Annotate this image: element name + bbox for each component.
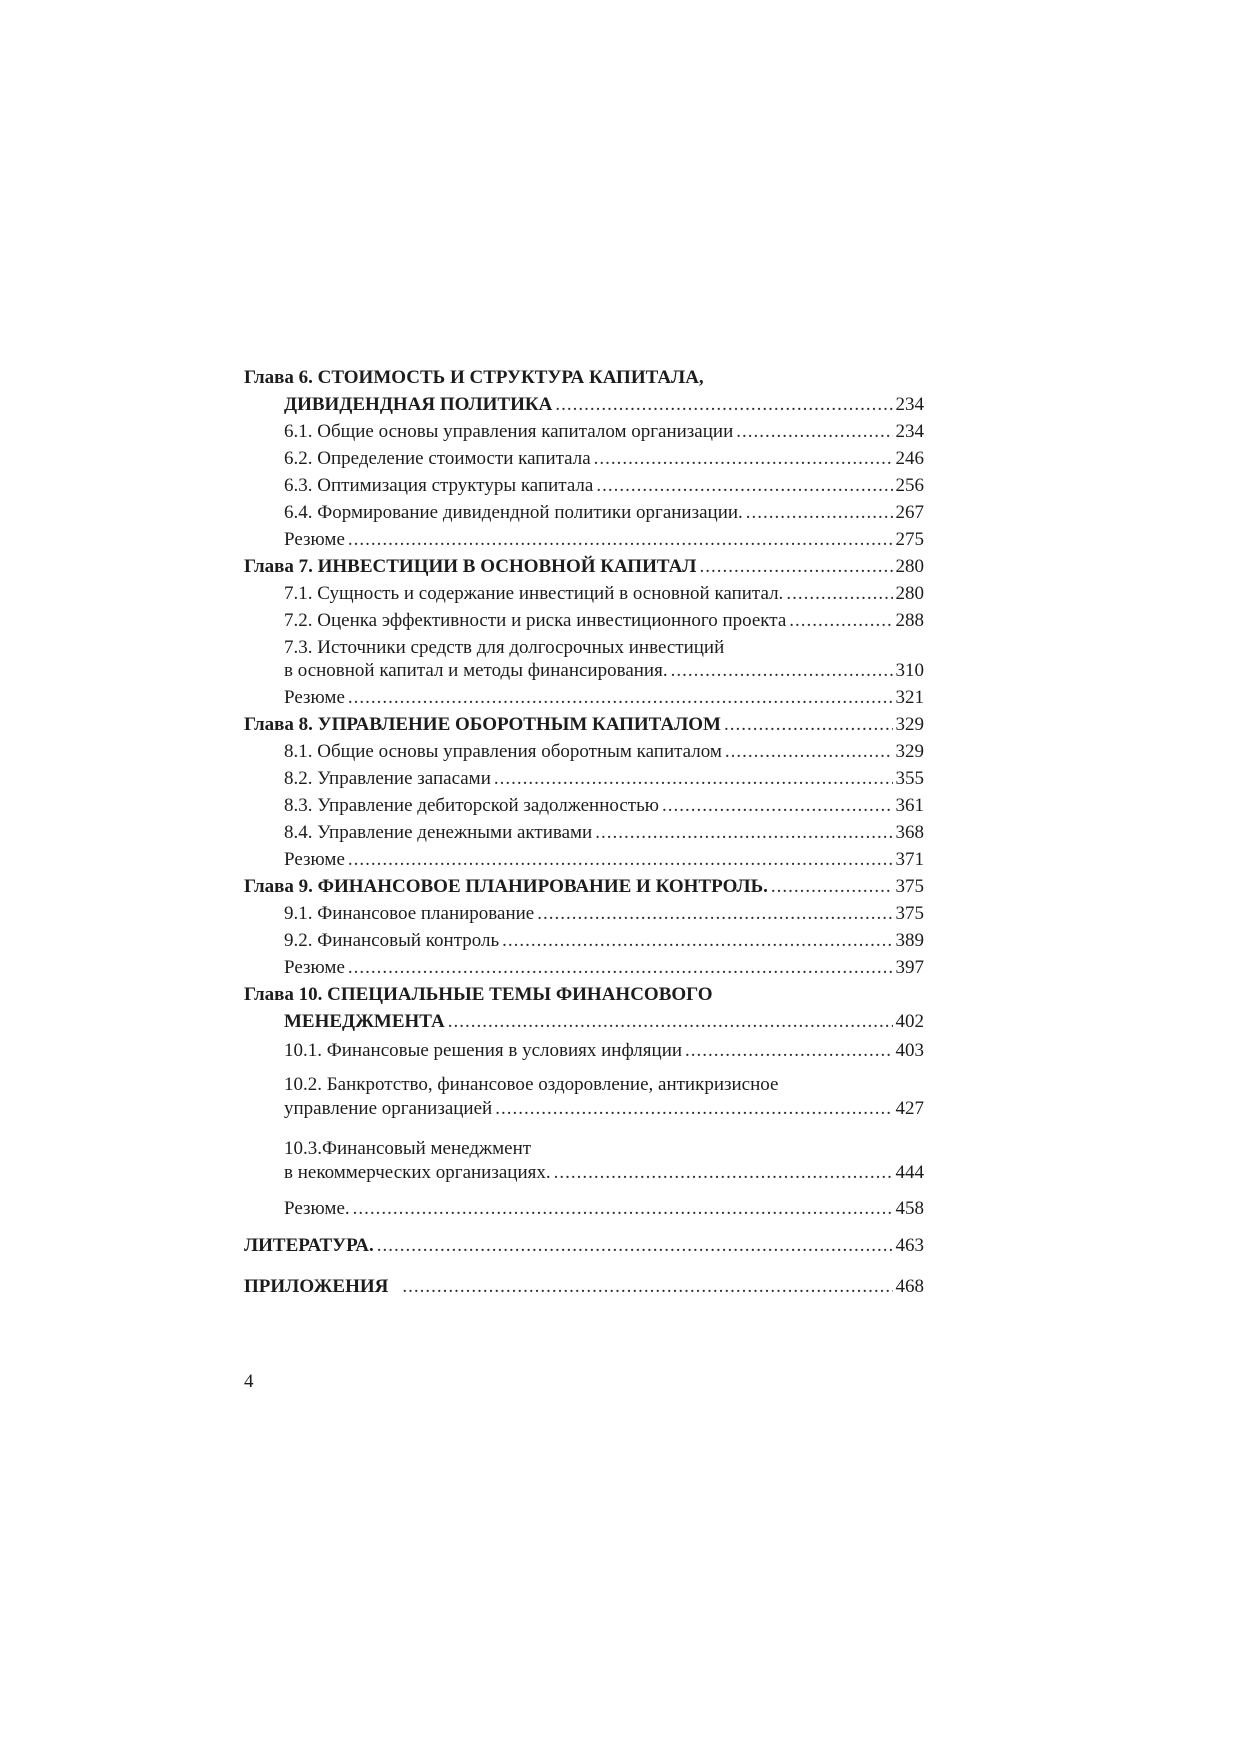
toc-section[interactable] xyxy=(244,607,924,634)
toc-chapter-title: ЛИТЕРАТУРА. xyxy=(244,1235,374,1256)
toc-section[interactable] xyxy=(244,927,924,954)
toc-page-number: 310 xyxy=(895,660,924,681)
toc-page-number: 288 xyxy=(895,610,924,631)
toc-chapter-7-entry[interactable] xyxy=(244,553,924,580)
leader-dots xyxy=(353,1195,893,1222)
toc-section[interactable] xyxy=(244,418,924,445)
leader-dots xyxy=(554,1159,893,1186)
leader-dots xyxy=(685,1037,892,1064)
toc-page-number: 403 xyxy=(895,1040,924,1061)
toc-chapter-prefix: Глава 8. xyxy=(244,714,313,735)
toc-page-number: 234 xyxy=(895,421,924,442)
toc-page-number: 329 xyxy=(895,714,924,735)
toc-section[interactable] xyxy=(244,819,924,846)
leader-dots xyxy=(537,900,892,927)
toc-chapter-6-heading xyxy=(244,364,924,391)
toc-chapter-title: МЕНЕДЖМЕНТА xyxy=(284,1011,445,1032)
toc-page-number: 280 xyxy=(895,556,924,577)
toc-section[interactable] xyxy=(244,445,924,472)
toc-chapter-title: СТОИМОСТЬ И СТРУКТУРА КАПИТАЛА, xyxy=(317,367,704,388)
toc-section[interactable] xyxy=(244,765,924,792)
toc-chapter-title: УПРАВЛЕНИЕ ОБОРОТНЫМ КАПИТАЛОМ xyxy=(317,714,721,735)
leader-dots xyxy=(596,472,892,499)
toc-section[interactable] xyxy=(244,1159,924,1186)
toc-summary[interactable] xyxy=(244,1195,924,1222)
toc-page-number: 389 xyxy=(895,930,924,951)
toc-chapter-title: ПРИЛОЖЕНИЯ xyxy=(244,1276,389,1297)
leader-dots xyxy=(671,657,893,684)
toc-page-number: 361 xyxy=(895,795,924,816)
toc-section-title: 6.2. Определение стоимости капитала xyxy=(284,448,591,469)
toc-section-line1 xyxy=(244,1135,924,1162)
leader-dots xyxy=(494,765,893,792)
toc-section-title: Резюме xyxy=(284,849,345,870)
toc-section-title: 10.2. Банкротство, финансовое оздоровление, антикризисное xyxy=(284,1074,779,1095)
leader-dots xyxy=(736,418,892,445)
leader-dots xyxy=(502,927,892,954)
toc-section-title: Резюме xyxy=(284,957,345,978)
toc-section-title: 9.2. Финансовый контроль xyxy=(284,930,500,951)
toc-page-number: 275 xyxy=(895,529,924,550)
leader-dots xyxy=(348,526,893,553)
leader-dots xyxy=(786,580,892,607)
toc-chapter-title: ФИНАНСОВОЕ ПЛАНИРОВАНИЕ И КОНТРОЛЬ. xyxy=(317,876,768,897)
toc-page-number: 371 xyxy=(895,849,924,870)
page-number: 4 xyxy=(244,1371,254,1392)
toc-chapter-10-heading xyxy=(244,981,924,1008)
toc-page-number: 375 xyxy=(895,876,924,897)
toc-section-title: 10.3.Финансовый менеджмент xyxy=(284,1138,532,1159)
toc-chapter-10-entry[interactable] xyxy=(244,1008,924,1035)
toc-chapter-6-entry[interactable] xyxy=(244,391,924,418)
toc-section[interactable] xyxy=(244,900,924,927)
toc-section-title: 7.2. Оценка эффективности и риска инвестиционного проекта xyxy=(284,610,787,631)
toc-chapter-prefix: Глава 7. xyxy=(244,556,313,577)
toc-chapter-prefix: Глава 6. xyxy=(244,367,313,388)
toc-section[interactable] xyxy=(244,738,924,765)
toc-section[interactable] xyxy=(244,792,924,819)
toc-chapter-title: ИНВЕСТИЦИИ В ОСНОВНОЙ КАПИТАЛ xyxy=(317,556,697,577)
toc-page-number: 267 xyxy=(895,502,924,523)
toc-section-title: 8.2. Управление запасами xyxy=(284,768,491,789)
toc-page-number: 368 xyxy=(895,822,924,843)
toc-section[interactable] xyxy=(244,1037,924,1064)
toc-section-title: Резюме xyxy=(284,529,345,550)
toc-section-title: 8.4. Управление денежными активами xyxy=(284,822,593,843)
leader-dots xyxy=(495,1095,892,1122)
toc-summary[interactable] xyxy=(244,684,924,711)
toc-literature-entry[interactable] xyxy=(244,1232,924,1259)
leader-dots xyxy=(448,1008,893,1035)
toc-page-number: 463 xyxy=(895,1235,924,1256)
toc-section-title: Резюме xyxy=(284,687,345,708)
leader-dots xyxy=(771,873,893,900)
toc-chapter-8-entry[interactable] xyxy=(244,711,924,738)
leader-dots xyxy=(595,819,892,846)
toc-page-number: 427 xyxy=(895,1098,924,1119)
toc-page-number: 444 xyxy=(895,1162,924,1183)
leader-dots xyxy=(789,607,892,634)
toc-page-number: 375 xyxy=(895,903,924,924)
leader-dots xyxy=(725,738,893,765)
toc-page-number: 355 xyxy=(895,768,924,789)
leader-dots xyxy=(724,711,893,738)
leader-dots xyxy=(348,684,893,711)
toc-section-line1 xyxy=(244,1071,924,1098)
toc-page-number: 280 xyxy=(895,583,924,604)
toc-section-title: в некоммерческих организациях. xyxy=(284,1162,551,1183)
toc-summary[interactable] xyxy=(244,526,924,553)
toc-section-title: в основной капитал и методы финансирования. xyxy=(284,660,668,681)
toc-page-number: 234 xyxy=(895,394,924,415)
toc-section-title: 6.1. Общие основы управления капиталом организации xyxy=(284,421,734,442)
toc-section[interactable] xyxy=(244,1095,924,1122)
toc-page-number: 468 xyxy=(895,1276,924,1297)
toc-section-title: 8.1. Общие основы управления оборотным капиталом xyxy=(284,741,722,762)
toc-page-number: 246 xyxy=(895,448,924,469)
toc-section-title: 6.4. Формирование дивидендной политики организации. xyxy=(284,502,743,523)
toc-section[interactable] xyxy=(244,499,924,526)
leader-dots xyxy=(594,445,893,472)
toc-section[interactable] xyxy=(244,657,924,684)
leader-dots xyxy=(699,553,892,580)
toc-chapter-title: ДИВИДЕНДНАЯ ПОЛИТИКА xyxy=(284,394,553,415)
toc-page-number: 256 xyxy=(895,475,924,496)
toc-chapter-prefix: Глава 9. xyxy=(244,876,313,897)
toc-section-title: 9.1. Финансовое планирование xyxy=(284,903,535,924)
toc-section-title: Резюме. xyxy=(284,1198,350,1219)
toc-page-number: 397 xyxy=(895,957,924,978)
toc-section[interactable] xyxy=(244,580,924,607)
toc-section[interactable] xyxy=(244,472,924,499)
toc-appendices-entry[interactable] xyxy=(244,1273,924,1300)
toc-section-title: 6.3. Оптимизация структуры капитала xyxy=(284,475,594,496)
toc-page-number: 402 xyxy=(895,1011,924,1032)
toc-chapter-9-entry[interactable] xyxy=(244,873,924,900)
toc-section-title: 7.3. Источники средств для долгосрочных инвестиций xyxy=(284,637,725,658)
leader-dots xyxy=(555,391,892,418)
toc-summary[interactable] xyxy=(244,954,924,981)
toc-section-title: 8.3. Управление дебиторской задолженностью xyxy=(284,795,659,816)
toc-section-title: 10.1. Финансовые решения в условиях инфляции xyxy=(284,1040,683,1061)
toc-chapter-prefix: Глава 10. xyxy=(244,984,323,1005)
leader-dots xyxy=(377,1232,893,1259)
toc-summary[interactable] xyxy=(244,846,924,873)
leader-dots xyxy=(348,954,893,981)
leader-dots xyxy=(402,1273,892,1300)
toc-chapter-title: СПЕЦИАЛЬНЫЕ ТЕМЫ ФИНАНСОВОГО xyxy=(327,984,713,1005)
toc-page-number: 329 xyxy=(895,741,924,762)
leader-dots xyxy=(348,846,893,873)
toc-section-title: 7.1. Сущность и содержание инвестиций в основной капитал. xyxy=(284,583,784,604)
toc-page-number: 458 xyxy=(895,1198,924,1219)
toc-page-number: 321 xyxy=(895,687,924,708)
leader-dots xyxy=(662,792,893,819)
toc-section-title: управление организацией xyxy=(284,1098,493,1119)
leader-dots xyxy=(746,499,893,526)
table-of-contents xyxy=(244,364,924,1300)
